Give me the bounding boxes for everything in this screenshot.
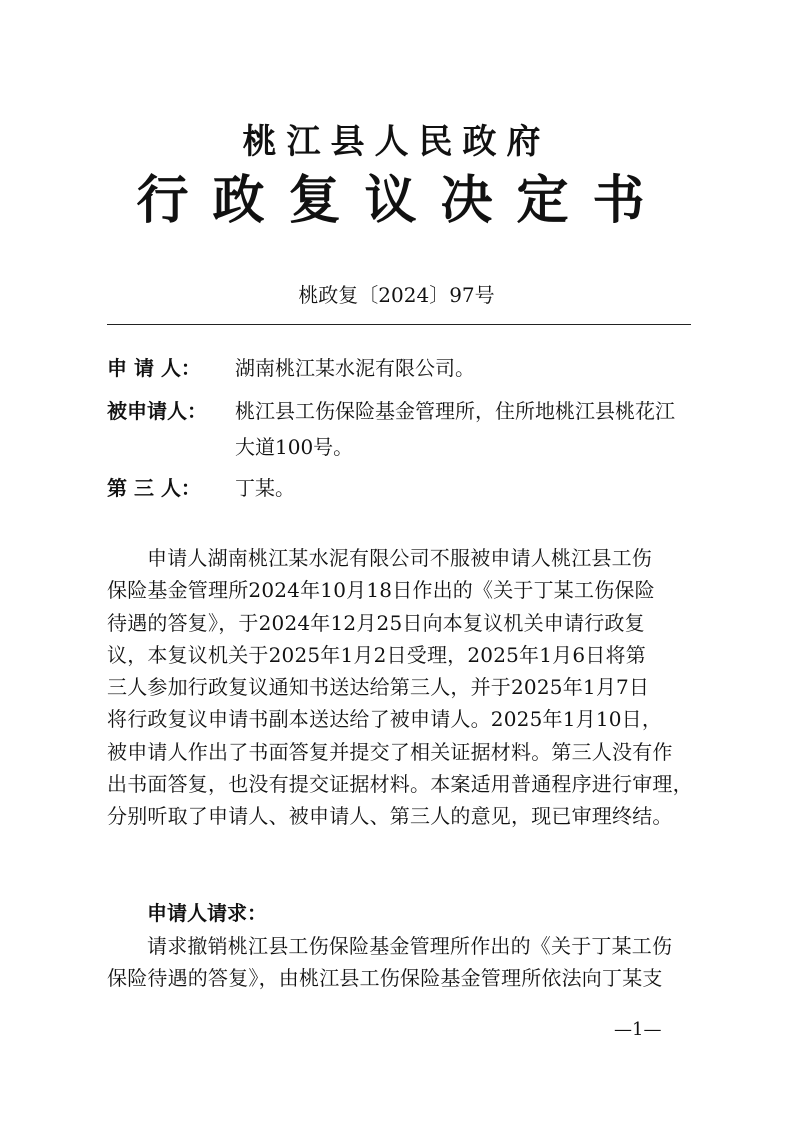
respondent-value-line-1: 桃江县工伤保险基金管理所，住所地桃江县桃花江 [235, 399, 675, 423]
document-number: 桃政复〔2024〕97号 [298, 283, 495, 307]
applicant-value: 湖南桃江某水泥有限公司。 [235, 356, 475, 380]
applicant-request-heading: 申请人请求： [147, 901, 267, 925]
header-divider [107, 324, 691, 325]
paragraph-line: 保险待遇的答复》，由桃江县工伤保险基金管理所依法向丁某支 [107, 966, 663, 991]
paragraph-line: 待遇的答复》，于2024年12月25日向本复议机关申请行政复 [107, 610, 645, 635]
case-background-paragraph [107, 542, 697, 833]
paragraph-line: 三人参加行政复议通知书送达给第三人，并于2025年1月7日 [107, 675, 650, 700]
third-party-value: 丁某。 [235, 476, 295, 500]
paragraph-line: 申请人湖南桃江某水泥有限公司不服被申请人桃江县工伤 [147, 546, 652, 570]
paragraph-line: 分别听取了申请人、被申请人、第三人的意见，现已审理终结。 [107, 804, 673, 829]
respondent-label: 被申请人： [107, 399, 207, 423]
paragraph-line: 议，本复议机关于2025年1月2日受理，2025年1月6日将第 [107, 642, 646, 667]
page-number: —1— [614, 1019, 662, 1040]
paragraph-line: 请求撤销桃江县工伤保险基金管理所作出的《关于丁某工伤 [147, 934, 673, 958]
paragraph-line: 将行政复议申请书副本送达给了被申请人。2025年1月10日， [107, 707, 663, 732]
paragraph-line: 被申请人作出了书面答复并提交了相关证据材料。第三人没有作 [107, 739, 673, 764]
document-title: 行政复议决定书 [136, 171, 669, 231]
paragraph-line: 出书面答复，也没有提交证据材料。本案适用普通程序进行审理， [107, 772, 693, 797]
applicant-request-paragraph [107, 930, 697, 995]
applicant-label: 申 请 人： [107, 356, 201, 380]
third-party-label: 第 三 人： [107, 476, 201, 500]
issuing-organization: 桃江县人民政府 [242, 122, 551, 162]
respondent-value-line-2: 大道100号。 [235, 435, 354, 459]
paragraph-line: 保险基金管理所2024年10月18日作出的《关于丁某工伤保险 [107, 578, 655, 603]
